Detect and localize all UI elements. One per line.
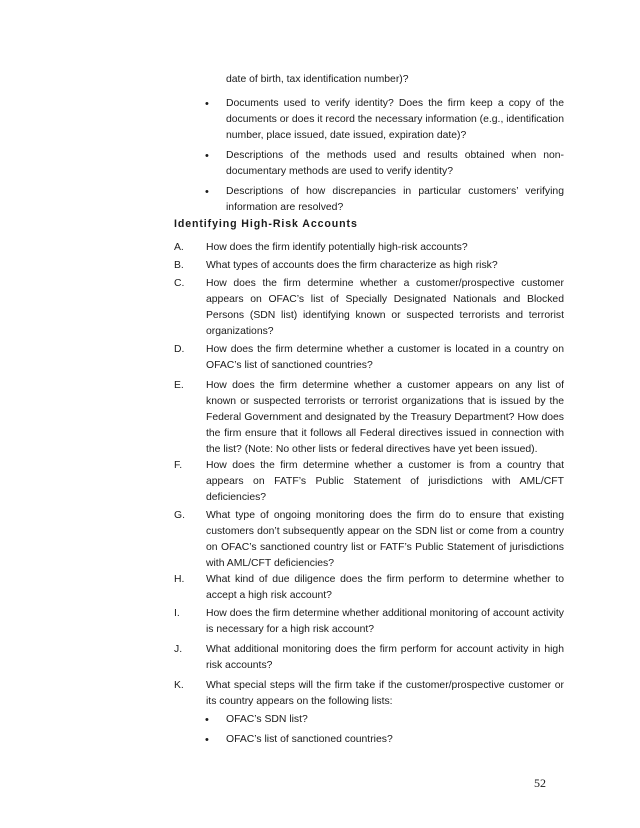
section-heading: Identifying High-Risk Accounts <box>174 218 358 230</box>
question-f: How does the firm determine whether a customer is from a country that appears on FATF’s Public Statement of jurisdictions with AML/CFT deficiencies? <box>206 460 564 503</box>
question-a: How does the firm identify potentially high-risk accounts? <box>206 242 468 253</box>
question-b: What types of accounts does the firm characterize as high risk? <box>206 260 498 271</box>
question-letter: E. <box>174 380 184 391</box>
k-bullet-1: OFAC’s SDN list? <box>226 714 308 725</box>
question-j: What additional monitoring does the firm perform for account activity in high risk accounts? <box>206 644 564 671</box>
question-letter: C. <box>174 278 185 289</box>
question-i: How does the firm determine whether additional monitoring of account activity is necessary for a high risk account? <box>206 608 564 635</box>
bullet-glyph: • <box>205 98 209 110</box>
k-bullet-2: OFAC’s list of sanctioned countries? <box>226 734 393 745</box>
bullet-glyph: • <box>205 186 209 198</box>
question-g: What type of ongoing monitoring does the firm do to ensure that existing customers don’t subsequently appear on the SDN list or come from a country on OFAC’s sanctioned country list or FATF’s Public Statement of jurisdictions with AML/CFT deficiencies? <box>206 510 564 569</box>
question-letter: H. <box>174 574 185 585</box>
question-letter: D. <box>174 344 185 355</box>
intro-bullet-3: Descriptions of how discrepancies in particular customers’ verifying information are resolved? <box>226 186 564 213</box>
intro-bullet-2: Descriptions of the methods used and results obtained when non-documentary methods are used to verify identity? <box>226 150 564 177</box>
question-h: What kind of due diligence does the firm perform to determine whether to accept a high risk account? <box>206 574 564 601</box>
intro-continuation: date of birth, tax identification number)? <box>226 74 409 85</box>
intro-bullet-1: Documents used to verify identity? Does the firm keep a copy of the documents or does it record the necessary information (e.g., identification number, place issued, date issued, expiration date)? <box>226 98 564 141</box>
bullet-glyph: • <box>205 150 209 162</box>
question-letter: K. <box>174 680 184 691</box>
bullet-glyph: • <box>205 734 209 746</box>
question-letter: I. <box>174 608 180 619</box>
question-c: How does the firm determine whether a customer/prospective customer appears on OFAC’s list of Specially Designated Nationals and Blocked Persons (SDN list) identifying known or suspected terrorists and terrorist organizations? <box>206 278 564 337</box>
question-d: How does the firm determine whether a customer is located in a country on OFAC’s list of sanctioned countries? <box>206 344 564 371</box>
question-letter: F. <box>174 460 183 471</box>
question-letter: A. <box>174 242 184 253</box>
bullet-glyph: • <box>205 714 209 726</box>
question-letter: B. <box>174 260 184 271</box>
question-e: How does the firm determine whether a customer appears on any list of known or suspected terrorists or terrorist organizations that is issued by the Federal Government and designated by the Treasury Department? How does the firm ensure that it follows all Federal directives issued in connection with the list? (Note: No other lists or federal directives have yet been issued). <box>206 380 564 455</box>
question-k: What special steps will the firm take if the customer/prospective customer or its country appears on the following lists: <box>206 680 564 707</box>
question-letter: G. <box>174 510 185 521</box>
page-number: 52 <box>534 776 546 790</box>
question-letter: J. <box>174 644 183 655</box>
